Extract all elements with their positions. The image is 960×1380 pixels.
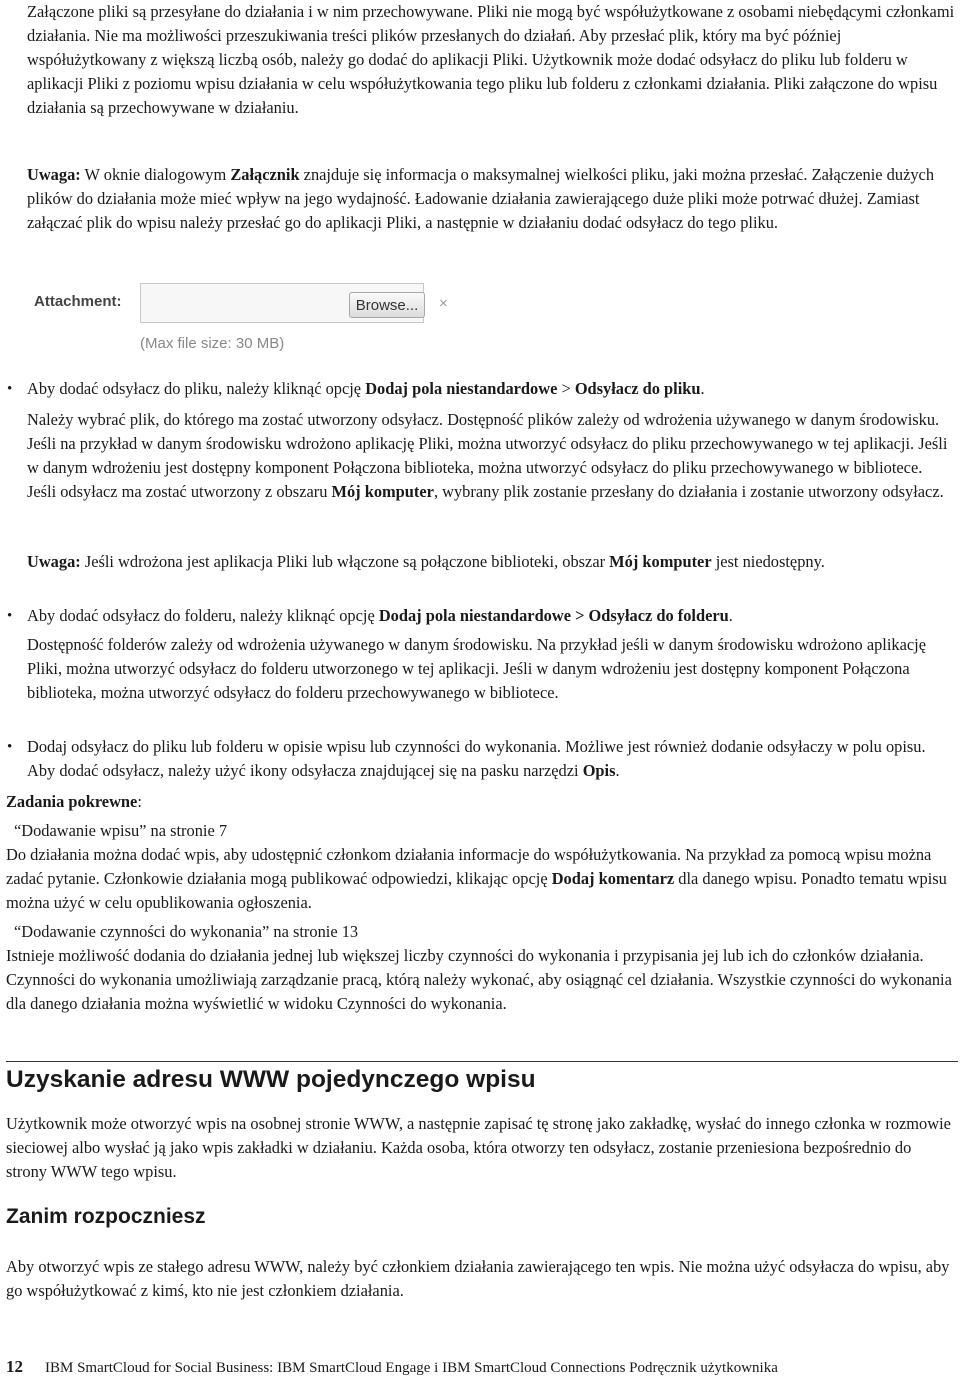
bullet-text: Aby dodać odsyłacz do pliku, należy kliknąć opcję [27,379,366,398]
note-text-rest: jest niedostępny. [711,552,825,571]
note-text-rest: znajduje się informacja o maksymalnej wielkości pliku, jaki można przesłać. Załączenie dużych plików do działania może mieć wpływ na jego wydajność. Ładowanie działania zawierającego duże pliki może potrwać dłużej. Zamiast załączać plik do wpisu należy przesłać go do aplikacji Pliki, a następnie w działaniu dodać odsyłacz do tego pliku. [27,165,935,232]
related-link-text[interactable]: “Dodawanie czynności do wykonania” na stronie 13 [14,922,359,941]
page-footer [6,1357,954,1378]
related-link-add-todo[interactable] [14,920,960,944]
intro-text: Załączone pliki są przesyłane do działania i w nim przechowywane. Pliki nie mogą być współużytkowane z osobami niebędącymi członkami działania. Nie ma możliwości przeszukiwania treści plików przesłanych do działań. Aby przesłać plik, który ma być później współużytkowany z większą liczbą osób, należy go dodać do aplikacji Pliki. Użytkownik może dodać odsyłacz do pliku lub folderu w aplikacji Pliki z poziomu wpisu działania w celu współużytkowania tego pliku lub folderu z członkami działania. Pliki załączone do wpisu działania są przechowywane w działaniu. [27,2,955,117]
bullet-punct: . [700,379,705,398]
note-bold: Mój komputer [609,552,712,571]
desc-text: Do działania można dodać wpis, aby udostępnić członkom działania informacje do współużytkowania. Na przykład za pomocą wpisu można zadać pytanie. Członkowie działania mogą publikować odpowiedzi, klikając opcję [6,845,932,888]
bullet-glyph: • [7,608,13,624]
subsection-body-text: Aby otworzyć wpis ze stałego adresu WWW, należy być członkiem działania zawierającego ten wpis. Nie można użyć odsyłacza do wpisu, aby go współużytkować z kimś, kto nie jest członkiem działania. [6,1257,950,1300]
note-label: Uwaga: [27,165,81,184]
related-desc-add-entry [6,843,954,915]
related-tasks-heading [6,790,954,814]
menu-path: Dodaj pola niestandardowe [365,379,558,398]
note-text: Jeśli wdrożona jest aplikacja Pliki lub włączone są połączone biblioteki, obszar [80,552,610,571]
intro-note [27,163,955,235]
bullet-glyph: • [7,381,13,397]
bullet-punct: . [615,761,620,780]
body-text-rest: , wybrany plik zostanie przesłany do działania i zostanie utworzony odsyłacz. [433,482,944,501]
subsection-title: Zanim rozpoczniesz [6,1205,206,1228]
bullet-folder-body [27,633,955,705]
bullet-file-link [27,377,955,401]
desc-bold: Dodaj komentarz [551,869,675,888]
section-title: Uzyskanie adresu WWW pojedynczego wpisu [6,1066,536,1093]
section-body-text: Użytkownik może otworzyć wpis na osobnej stronie WWW, a następnie zapisać tę stronę jako zakładkę, wysłać do innego członka w rozmowie sieciowej albo wysłać ją jako wpis zakładki w działaniu. Każda osoba, która otworzy ten odsyłacz, zostanie przeniesiona bezpośrednio do strony WWW tego wpisu. [6,1114,951,1181]
attachment-widget [28,276,448,356]
bullet-file-body [27,408,955,504]
bullet-glyph: • [7,739,13,755]
desc-text-rest: dla danego wpisu. Ponadto tematu wpisu można użyć w celu opublikowania ogłoszenia. [6,869,947,912]
bullet-punct: . [728,606,733,625]
bullet-folder-link [27,604,955,628]
footer-text: IBM SmartCloud for Social Business: IBM SmartCloud Engage i IBM SmartCloud Connections Podręcznik użytkownika [45,1360,778,1376]
note-text: W oknie dialogowym [80,165,231,184]
bullet-file-note [27,550,955,574]
close-icon[interactable]: × [439,295,448,312]
related-link-text[interactable]: “Dodawanie wpisu” na stronie 7 [14,821,228,840]
related-link-add-entry[interactable] [14,819,960,843]
menu-path-item: Odsyłacz do pliku [574,379,701,398]
related-desc-add-todo [6,944,954,1016]
related-heading-colon: : [137,792,142,811]
max-file-size-hint: (Max file size: 30 MB) [140,335,285,352]
related-heading-text: Zadania pokrewne [6,792,138,811]
body-text: Dostępność folderów zależy od wdrożenia używanego w danym środowisku. Na przykład jeśli w danym środowisku wdrożono aplikację Pliki, można utworzyć odsyłacz do folderu utworzonego w tej aplikacji. Jeśli w danym wdrożeniu jest dostępny komponent Połączona biblioteka, można utworzyć odsyłacz do folderu przechowywanego w bibliotece. [27,635,926,702]
body-text: Należy wybrać plik, do którego ma zostać utworzony odsyłacz. Dostępność plików zależy od wdrożenia używanego w danym środowisku. Jeśli na przykład w danym środowisku wdrożono aplikację Pliki, można utworzyć odsyłacz do pliku przechowywanego w tej aplikacji. Jeśli w danym wdrożeniu jest dostępny komponent Połączona biblioteka, można utworzyć odsyłacz do pliku przechowywanego w bibliotece. Jeśli odsyłacz ma zostać utworzony z obszaru [27,410,948,501]
browse-button[interactable]: Browse... [349,292,425,318]
attachment-label: Attachment: [34,293,122,310]
bullet-text: Dodaj odsyłacz do pliku lub folderu w opisie wpisu lub czynności do wykonania. Możliwe jest również dodanie odsyłaczy w polu opisu. Aby dodać odsyłacz, należy użyć ikony odsyłacza znajdującej się na pasku narzędzi [27,737,926,780]
note-bold: Załącznik [230,165,300,184]
note-label: Uwaga: [27,552,81,571]
desc-text: Istnieje możliwość dodania do działania jednej lub większej liczby czynności do wykonania i przypisania jej lub ich do członków działania. Czynności do wykonania umożliwiają zarządzanie pracą, którą należy wykonać, aby osiągnąć cel działania. Wszystkie czynności do wykonania dla danego działania można wyświetlić w widoku Czynności do wykonania. [6,946,952,1013]
menu-path: Dodaj pola niestandardowe > Odsyłacz do folderu [378,606,729,625]
menu-separator: > [557,379,575,398]
bullet-text: Aby dodać odsyłacz do folderu, należy kliknąć opcję [27,606,379,625]
toolbar-name: Opis [582,761,616,780]
intro-paragraph [27,0,955,120]
body-bold: Mój komputer [331,482,434,501]
page-number: 12 [6,1357,23,1376]
section-body [6,1112,954,1184]
subsection-body [6,1255,954,1303]
bullet-description-link [27,735,955,783]
section-divider [6,1061,958,1062]
